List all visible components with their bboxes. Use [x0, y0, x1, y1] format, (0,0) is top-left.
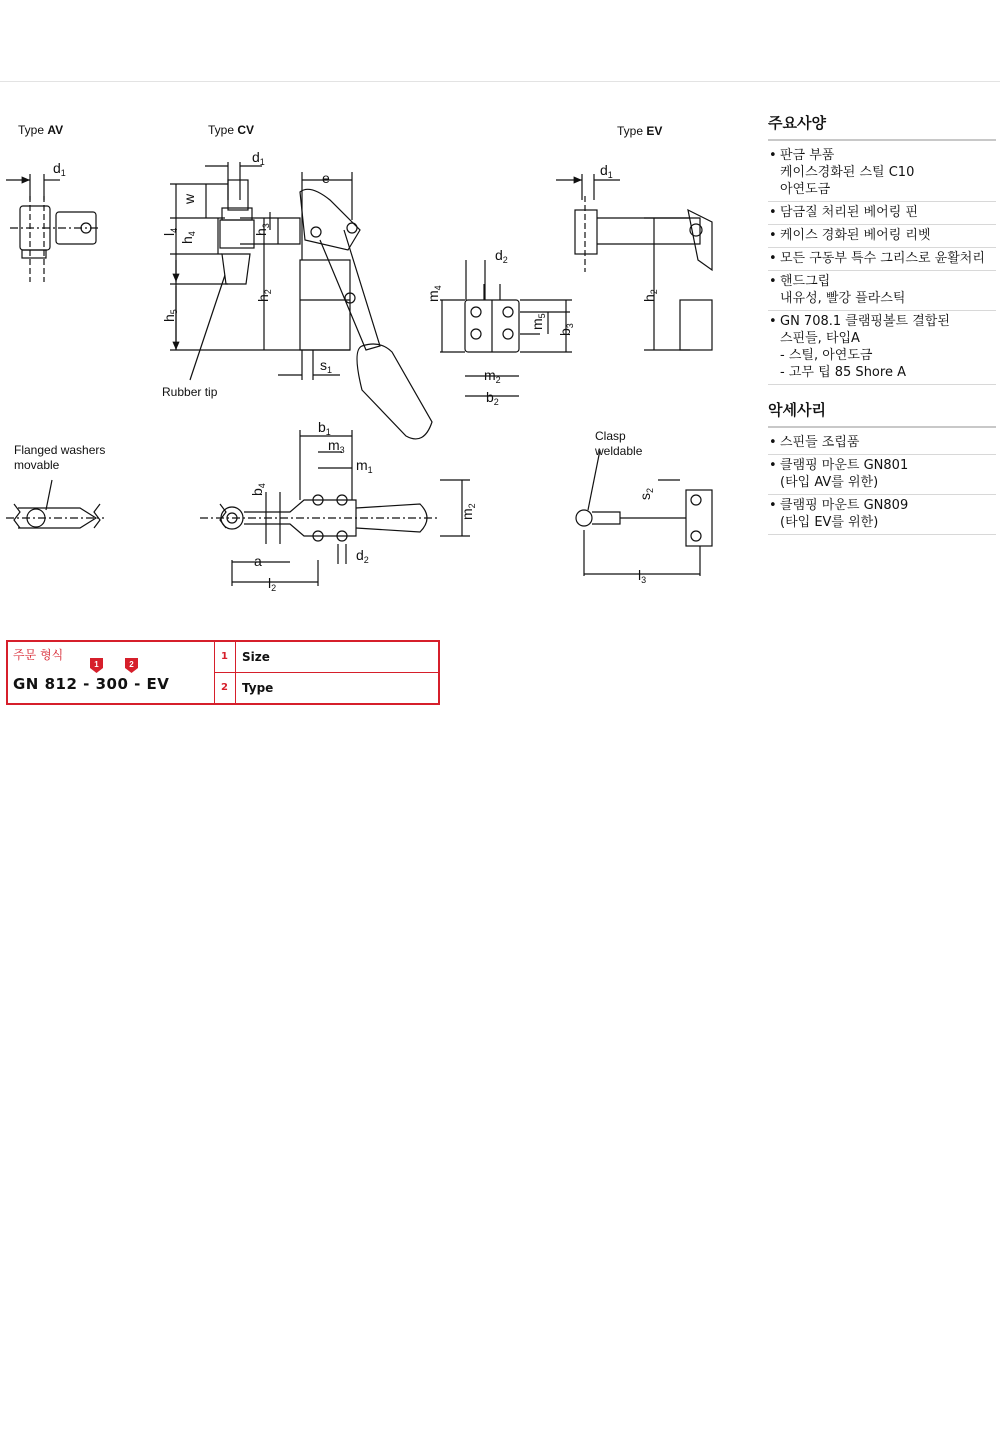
callout-clasp-line1: Clasp — [595, 429, 626, 443]
dim-h3: $h_3$ — [253, 223, 271, 236]
dim-h4: $h_4$ — [179, 231, 197, 244]
dim-s1: $s_1$ — [320, 357, 333, 375]
dim-b2: $b_2$ — [486, 389, 499, 407]
row-label: Size — [242, 650, 270, 664]
svg-text:2: 2 — [129, 660, 134, 669]
sidebar — [768, 112, 996, 549]
type-av-label: Type AV — [18, 123, 64, 137]
badge-2-icon — [125, 658, 138, 673]
svg-text:1: 1 — [94, 660, 99, 669]
list-item: • 케이스 경화된 베어링 리벳 — [768, 225, 996, 248]
order-format-box — [6, 640, 440, 705]
dim-h2-ev: $h_2$ — [641, 289, 659, 302]
ev-side-view — [556, 174, 712, 350]
dim-s2: $s_2$ — [637, 487, 655, 500]
accessories-list — [768, 432, 996, 535]
dim-m4: $m_4$ — [425, 285, 443, 302]
list-item: • 담금질 처리된 베어링 핀 — [768, 202, 996, 225]
badge-1-icon — [90, 658, 103, 673]
row-label: Type — [242, 681, 274, 695]
dim-l2: $l_2$ — [268, 575, 277, 593]
dim-d2-plate: $d_2$ — [495, 247, 508, 265]
callout-flanged-line2: movable — [14, 458, 60, 472]
order-code-panel — [8, 642, 215, 703]
dim-b3: $b_3$ — [557, 323, 575, 336]
accessories-title: 악세사리 — [768, 399, 996, 428]
cv-top-view — [200, 430, 470, 586]
specs-title: 주요사양 — [768, 112, 996, 141]
order-row-type — [215, 673, 438, 703]
order-row-size — [215, 642, 438, 673]
list-item: • 스핀들 조립품 — [768, 432, 996, 455]
dim-m1: $m_1$ — [356, 457, 373, 475]
dim-m2-plate: $m_2$ — [484, 367, 501, 385]
dim-d1-cv: $d_1$ — [252, 149, 265, 167]
dim-m2-top: $m_2$ — [459, 503, 477, 520]
row-number: 1 — [221, 651, 228, 662]
callout-clasp-line2: weldable — [595, 444, 643, 458]
callout-flanged-line1: Flanged washers — [14, 443, 106, 457]
dim-l4: $l_4$ — [161, 227, 179, 236]
dim-d1-av: $d_1$ — [53, 160, 66, 178]
dim-h5: $h_5$ — [161, 309, 179, 322]
type-ev-label: Type EV — [617, 124, 663, 138]
dim-h2-cv: $h_2$ — [255, 289, 273, 302]
dim-b1: $b_1$ — [318, 419, 331, 437]
dim-d2-top: $d_2$ — [356, 547, 369, 565]
dim-e: e — [322, 170, 330, 186]
dim-m5: $m_5$ — [529, 313, 547, 330]
order-title: 주문 형식 — [13, 648, 64, 662]
list-item: • 핸드그립 내유성, 빨강 플라스틱 — [768, 271, 996, 311]
list-item: • GN 708.1 클램핑볼트 결합된 스핀들, 타입A - 스틸, 아연도금 - 고무 팁 85 Shore A — [768, 311, 996, 385]
technical-drawing — [0, 100, 740, 600]
dim-w: w — [181, 193, 197, 204]
row-number: 2 — [221, 682, 228, 693]
specs-list — [768, 145, 996, 385]
type-cv-label: Type CV — [208, 123, 255, 137]
list-item: • 판금 부품 케이스경화된 스틸 C10 아연도금 — [768, 145, 996, 202]
order-code: GN 812 - 300 - EV — [13, 675, 170, 693]
cv-side-view — [220, 180, 432, 439]
dim-d1-ev: $d_1$ — [600, 162, 613, 180]
callout-rubber-tip: Rubber tip — [162, 385, 218, 399]
dim-l3: $l_3$ — [638, 567, 647, 585]
av-front-view — [10, 196, 100, 282]
top-divider — [0, 81, 1000, 82]
dim-m3: $m_3$ — [328, 437, 345, 455]
list-item: • 클램핑 마운트 GN809 (타입 EV를 위한) — [768, 495, 996, 535]
mounting-plate-view — [440, 260, 572, 396]
dim-a: a — [254, 553, 262, 569]
dim-b4: $b_4$ — [249, 483, 267, 496]
list-item: • 클램핑 마운트 GN801 (타입 AV를 위한) — [768, 455, 996, 495]
ev-top-view — [576, 450, 712, 576]
flanged-washer-view — [6, 480, 104, 528]
list-item: • 모든 구동부 특수 그리스로 윤활처리 — [768, 248, 996, 271]
